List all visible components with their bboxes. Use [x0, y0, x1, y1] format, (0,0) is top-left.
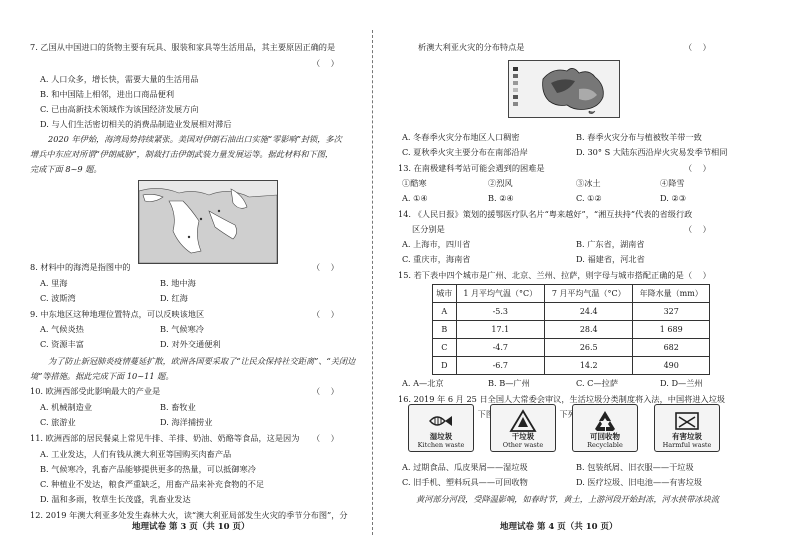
table-row	[433, 357, 710, 375]
table-cell: -6.7	[456, 357, 544, 375]
q15-option-b: B. B—广州	[488, 378, 530, 388]
table-header-row	[433, 285, 710, 303]
australia-fire-map	[508, 60, 620, 118]
q7-answer-bracket[interactable]: （ ）	[312, 58, 339, 68]
q8-answer-bracket[interactable]: （ ）	[312, 262, 339, 272]
bin-label-en: Harmful waste	[662, 440, 712, 449]
table-header: 年降水量（mm）	[633, 285, 710, 303]
bin-label-en: Kitchen waste	[417, 440, 465, 449]
bin-label-en: Other waste	[502, 440, 544, 449]
city-climate-table	[432, 284, 710, 375]
recycle-icon	[591, 409, 619, 433]
q11-option-a: A. 工业发达，人们有钱从澳大利亚等国购买肉畜产品	[40, 449, 232, 459]
bin-label-cn: 湿垃圾	[429, 431, 453, 441]
q13-option-c: C. ①②	[576, 193, 602, 203]
q13-item-2: ②烈风	[488, 178, 513, 188]
table-row	[433, 303, 710, 321]
q16-stem: 16. 2019 年 6 月 25 日全国人大常委会审议，生活垃圾分类制度将入法，中国将进入垃圾	[398, 394, 726, 404]
q13-option-b: B. ②④	[488, 193, 514, 203]
q9-option-a: A. 气候炎热	[40, 324, 84, 334]
table-cell: B	[433, 321, 457, 339]
bin-label-cn: 有害垃圾	[672, 431, 702, 441]
triangle-arrow-icon	[509, 409, 537, 433]
passage1-line1: 2020 年伊始，海湾局势持续紧张。美国对伊朗石油出口实施“零影响”封锁，多次	[48, 134, 342, 144]
table-row	[433, 321, 710, 339]
battery-icon	[673, 409, 701, 433]
q12-option-c: C. 夏秋季火灾主要分布在南部沿岸	[402, 147, 528, 157]
q9-option-c: C. 资源丰富	[40, 339, 84, 349]
q11-option-d: D. 温和多雨，牧草生长茂盛，乳畜业发达	[40, 494, 191, 504]
fish-bone-icon	[427, 409, 455, 433]
q9-option-b: B. 气候寒冷	[160, 324, 204, 334]
harmful-waste-sign	[654, 404, 720, 452]
table-cell: 26.5	[545, 339, 633, 357]
table-cell: 327	[633, 303, 710, 321]
page-divider	[372, 30, 373, 535]
q11-answer-bracket[interactable]: （ ）	[312, 433, 339, 443]
table-header: 1 月平均气温（°C）	[456, 285, 544, 303]
left-page-footer: 地理试卷 第 3 页（共 10 页）	[132, 522, 250, 532]
bin-label-en: Recyclable	[587, 440, 623, 449]
q13-stem: 13. 在南极建科考站可能会遇到的困难是	[398, 163, 545, 173]
q11-option-c: C. 种植业不发达，粮食严重缺乏，用畜产品来补充食物的不足	[40, 479, 265, 489]
q16-option-d: D. 医疗垃圾、旧电池——有害垃圾	[576, 477, 703, 487]
q12-option-b: B. 春季火灾分布与植被牧羊带一致	[576, 132, 702, 142]
q13-item-3: ③冰土	[576, 178, 601, 188]
q12-option-d: D. 30° S 大陆东西沿岸火灾易发季节相同	[576, 147, 728, 157]
table-cell: -5.3	[456, 303, 544, 321]
q14-option-d: D. 福建省，河北省	[576, 254, 645, 264]
q15-stem: 15. 若下表中四个城市是广州、北京、兰州、拉萨，则字母与城市搭配正确的是	[398, 270, 684, 280]
table-row	[433, 339, 710, 357]
q16-option-c: C. 旧手机、塑料玩具——可回收物	[402, 477, 528, 487]
table-cell: 14.2	[545, 357, 633, 375]
q8-option-d: D. 红海	[160, 293, 188, 303]
recyclable-sign	[572, 404, 638, 452]
q10-option-a: A. 机械制造业	[40, 402, 93, 412]
q13-item-4: ④降雪	[660, 178, 685, 188]
table-cell: 28.4	[545, 321, 633, 339]
q9-stem: 9. 中东地区这种地理位置特点，可以反映该地区	[30, 309, 205, 319]
middle-east-map	[138, 180, 278, 264]
q14-stem-line2: 区分别是	[412, 224, 445, 234]
q15-answer-bracket[interactable]: （ ）	[684, 270, 711, 280]
q15-option-d: D. D—兰州	[660, 378, 703, 388]
passage1-line3: 完成下面 8~9 题。	[30, 164, 102, 174]
q14-option-b: B. 广东省，湖南省	[576, 239, 645, 249]
q7-option-d: D. 与人们生活密切相关的消费品制造业发展相对滞后	[40, 119, 232, 129]
kitchen-waste-sign	[408, 404, 474, 452]
q12-option-a: A. 冬春季火灾分布地区人口稠密	[402, 132, 520, 142]
q14-stem: 14. 《人民日报》策划的援鄂医疗队名片“粤来越好”，“湘互扶持”代表的省级行政	[398, 209, 693, 219]
q12-stem: 12. 2019 年澳大利亚多处发生森林大火，读“澳大利亚局部发生火灾的季节分布图”，分	[30, 510, 348, 520]
q11-option-b: B. 气候寒冷，乳畜产品能够提供更多的热量，可以抵御寒冷	[40, 464, 256, 474]
q13-answer-bracket[interactable]: （ ）	[684, 163, 711, 173]
q16-option-b: B. 包装纸屑、旧衣服——干垃圾	[576, 462, 694, 472]
table-cell: 682	[633, 339, 710, 357]
q10-option-d: D. 海洋捕捞业	[160, 417, 213, 427]
q7-option-b: B. 和中国陆上相邻，进出口商品便利	[40, 89, 175, 99]
table-cell: -4.7	[456, 339, 544, 357]
passage1-line2: 增兵中东应对所谓“伊朗威胁”，制裁打击伊朗武装力量发展运等。据此材料和下图，	[30, 149, 334, 159]
q15-option-c: C. C—拉萨	[576, 378, 619, 388]
table-cell: 17.1	[456, 321, 544, 339]
q16-option-a: A. 过期食品、瓜皮果屑——湿垃圾	[402, 462, 528, 472]
q10-option-c: C. 旅游业	[40, 417, 76, 427]
table-header: 城市	[433, 285, 457, 303]
australia-fire-map-graphic	[509, 61, 619, 117]
q14-answer-bracket[interactable]: （ ）	[684, 224, 711, 234]
q15-option-a: A. A—北京	[402, 378, 444, 388]
q14-option-c: C. 重庆市，海南省	[402, 254, 471, 264]
right-page-footer: 地理试卷 第 4 页（共 10 页）	[500, 522, 618, 532]
q7-option-a: A. 人口众多，增长快，需要大量的生活用品	[40, 74, 199, 84]
q7-option-c: C. 已由高新技术领域作为该国经济发展方向	[40, 104, 199, 114]
q9-option-d: D. 对外交通便利	[160, 339, 221, 349]
q13-option-a: A. ①④	[402, 193, 428, 203]
table-cell: 1 689	[633, 321, 710, 339]
passage3: 黄河部分河段，受降温影响，如春时节，黄土，上游河段开始封冻，河水挟带冰块流	[416, 494, 719, 504]
q10-stem: 10. 欧洲西部受此影响最大的产业是	[30, 386, 161, 396]
q8-option-a: A. 里海	[40, 278, 68, 288]
table-cell: C	[433, 339, 457, 357]
table-cell: A	[433, 303, 457, 321]
q14-option-a: A. 上海市，四川省	[402, 239, 471, 249]
q8-option-b: B. 地中海	[160, 278, 196, 288]
table-header: 7 月平均气温（°C）	[545, 285, 633, 303]
bin-label-cn: 可回收物	[590, 431, 620, 441]
bin-label-cn: 干垃圾	[511, 431, 535, 441]
q11-stem: 11. 欧洲西部的居民餐桌上常见牛排、羊排、奶油、奶酪等食品，这是因为	[30, 433, 300, 443]
q12-answer-bracket[interactable]: （ ）	[684, 42, 711, 52]
q8-option-c: C. 波斯湾	[40, 293, 76, 303]
q9-answer-bracket[interactable]: （ ）	[312, 309, 339, 319]
other-waste-sign	[490, 404, 556, 452]
passage2: 为了防止新冠肺炎疫情蔓延扩散，欧洲各国要采取了“让民众保持社交距离”、“关闭边境”等措施。据此完成下面 10~11 题。	[30, 356, 356, 381]
q13-item-1: ①酷寒	[402, 178, 427, 188]
table-cell: 24.4	[545, 303, 633, 321]
table-cell: 490	[633, 357, 710, 375]
q8-stem: 8. 材料中的海湾是指图中的	[30, 262, 131, 272]
middle-east-map-graphic	[139, 181, 277, 263]
q13-option-d: D. ②③	[660, 193, 687, 203]
q10-option-b: B. 畜牧业	[160, 402, 196, 412]
table-cell: D	[433, 357, 457, 375]
q7-stem: 7. 乙国从中国进口的货物主要有玩具、服装和家具等生活用品，其主要原因正确的是	[30, 42, 336, 52]
q10-answer-bracket[interactable]: （ ）	[312, 386, 339, 396]
q12-stem-continued: 析澳大利亚火灾的分布特点是	[418, 42, 525, 52]
